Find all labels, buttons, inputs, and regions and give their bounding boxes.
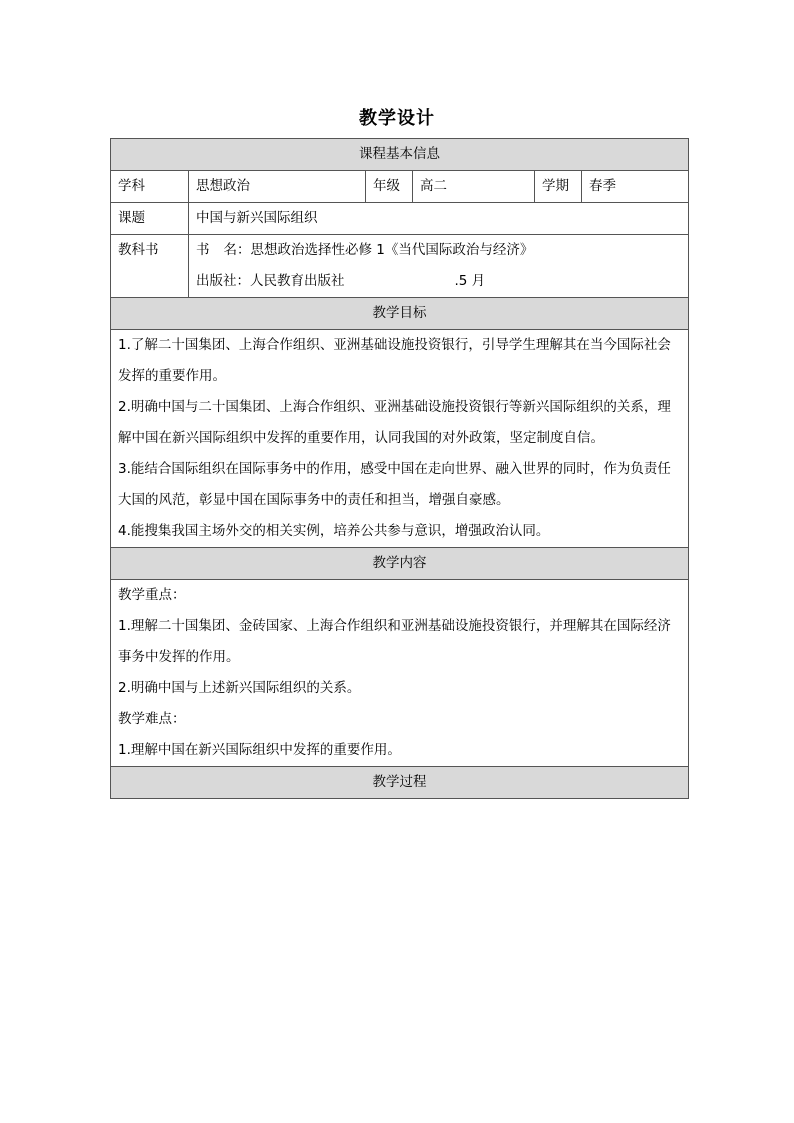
key-points-label: 教学重点： xyxy=(118,587,186,603)
section-header-basic-info: 课程基本信息 xyxy=(111,139,689,171)
book-name-value: 思想政治选择性必修 1《当代国际政治与经济》 xyxy=(250,242,534,258)
key-point-item: 1.理解二十国集团、金砖国家、上海合作组织和亚洲基础设施投资银行，并理解其在国际经济事务中发挥的作用。 xyxy=(118,618,671,665)
grade-value: 高二 xyxy=(413,171,535,203)
section-header-process: 教学过程 xyxy=(111,767,689,799)
section-header-objectives: 教学目标 xyxy=(111,298,689,330)
section-header-content: 教学内容 xyxy=(111,548,689,580)
publisher-value: 人民教育出版社 xyxy=(250,273,345,289)
objective-item: 2.明确中国与二十国集团、上海合作组织、亚洲基础设施投资银行等新兴国际组织的关系，理解中国在新兴国际组织中发挥的重要作用，认同我国的对外政策，坚定制度自信。 xyxy=(118,399,671,446)
difficult-point-item: 1.理解中国在新兴国际组织中发挥的重要作用。 xyxy=(118,742,401,758)
objectives-cell xyxy=(111,330,689,548)
term-value: 春季 xyxy=(582,171,689,203)
objective-item: 4.能搜集我国主场外交的相关实例，培养公共参与意识，增强政治认同。 xyxy=(118,523,550,539)
textbook-label: 教科书 xyxy=(111,235,189,298)
content-cell xyxy=(111,580,689,767)
textbook-book-row xyxy=(189,235,689,267)
topic-label: 课题 xyxy=(111,203,189,235)
publisher-label: 出版社： xyxy=(196,273,250,289)
topic-value: 中国与新兴国际组织 xyxy=(189,203,689,235)
publish-date: .5 月 xyxy=(454,273,486,289)
subject-value: 思想政治 xyxy=(189,171,366,203)
textbook-publisher-row xyxy=(189,266,689,298)
book-label-2: 名： xyxy=(223,242,251,258)
key-point-item: 2.明确中国与上述新兴国际组织的关系。 xyxy=(118,680,361,696)
objective-item: 1.了解二十国集团、上海合作组织、亚洲基础设施投资银行，引导学生理解其在当今国际社会发挥的重要作用。 xyxy=(118,337,671,384)
subject-label: 学科 xyxy=(111,171,189,203)
difficult-points-label: 教学难点： xyxy=(118,711,186,727)
document-title: 教学设计 xyxy=(359,108,435,129)
term-label: 学期 xyxy=(535,171,582,203)
objective-item: 3.能结合国际组织在国际事务中的作用，感受中国在走向世界、融入世界的同时，作为负责任大国的风范，彰显中国在国际事务中的责任和担当，增强自豪感。 xyxy=(118,461,671,508)
grade-label: 年级 xyxy=(366,171,413,203)
lesson-plan-table xyxy=(110,138,689,799)
book-label-1: 书 xyxy=(196,242,210,258)
